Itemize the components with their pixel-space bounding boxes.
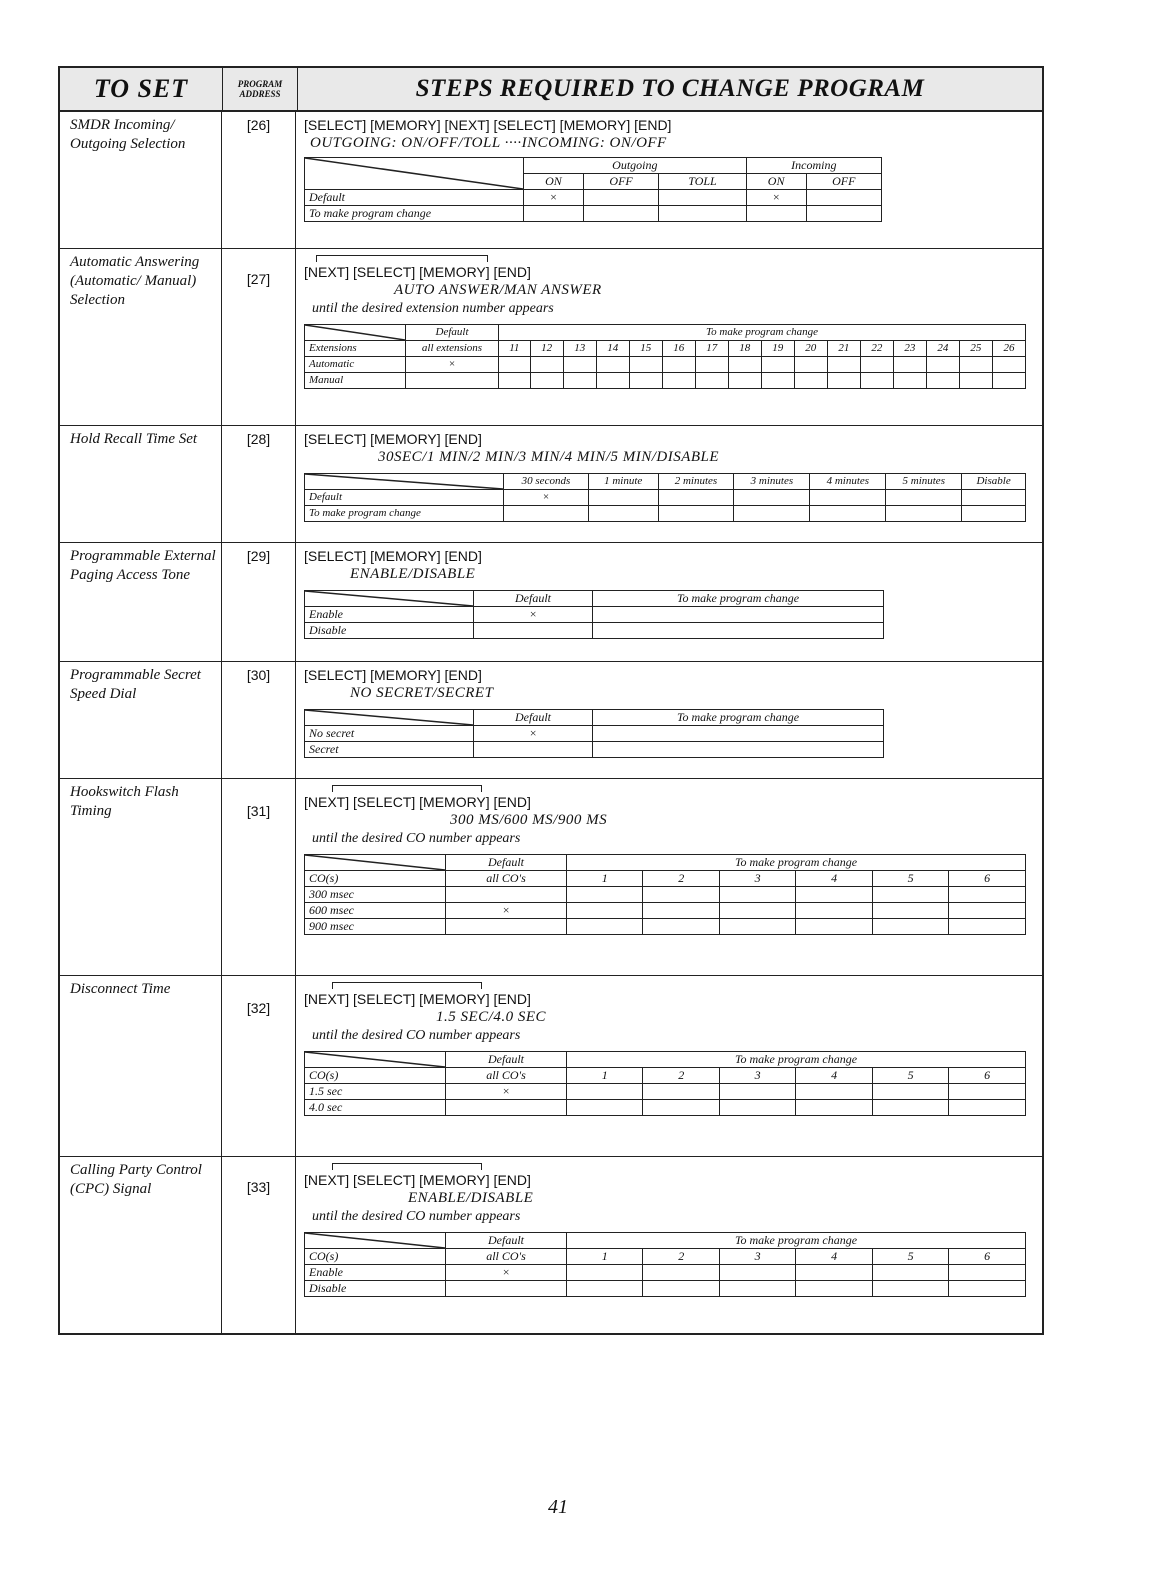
table-cell: [962, 506, 1026, 522]
col-header: 2 minutes: [658, 474, 734, 490]
steps-header: STEPS REQUIRED TO CHANGE PROGRAM: [415, 75, 925, 102]
number-cell: 20: [794, 341, 827, 357]
program-row-29: [60, 543, 1042, 662]
table-row: [305, 919, 1026, 935]
program-row-28: [60, 426, 1042, 543]
program-address: [31]: [222, 779, 296, 975]
table-cell: [886, 490, 962, 506]
number-cell: 3: [719, 1068, 795, 1084]
to-set-label: SMDR Incoming/ Outgoing Selection: [60, 112, 222, 248]
col-header: 3 minutes: [734, 474, 810, 490]
settings-table: [304, 590, 884, 639]
table-cell: [810, 490, 886, 506]
table-row: [305, 506, 1026, 522]
number-cell: 1: [567, 1068, 643, 1084]
loop-arrow: [306, 1161, 1042, 1171]
table-cell: ×: [524, 190, 584, 206]
table-cell: [746, 206, 806, 222]
row-label: Enable: [305, 1265, 446, 1281]
table-cell: [962, 490, 1026, 506]
default-cell: ×: [446, 1084, 567, 1100]
steps-cell: [296, 426, 1042, 542]
change-header: To make program change: [499, 325, 1026, 341]
table-cell: [810, 506, 886, 522]
number-cell: 11: [499, 341, 531, 357]
default-value: all CO's: [446, 1068, 567, 1084]
number-cell: 3: [719, 871, 795, 887]
to-set-label: Programmable External Paging Access Tone: [60, 543, 222, 661]
table-cell: [659, 206, 746, 222]
table-cell: [588, 490, 658, 506]
default-cell: [446, 1100, 567, 1116]
table-row: [305, 1265, 1026, 1281]
default-header: Default: [446, 855, 567, 871]
program-row-30: [60, 662, 1042, 779]
diagonal-corner: [305, 158, 524, 190]
to-set-label: Disconnect Time: [60, 976, 222, 1156]
steps-cell: [296, 662, 1042, 778]
page-number: 41: [548, 1496, 568, 1518]
key-sequence: [SELECT] [MEMORY] [END]: [304, 667, 482, 683]
table-row: [305, 887, 1026, 903]
number-cell: 5: [872, 871, 948, 887]
number-cell: 5: [872, 1068, 948, 1084]
group-header-outgoing: Outgoing: [524, 158, 747, 174]
number-cell: 3: [719, 1249, 795, 1265]
default-cell: [446, 887, 567, 903]
program-table: [58, 66, 1044, 1335]
default-cell: [406, 373, 499, 389]
number-cell: 5: [872, 1249, 948, 1265]
number-cell: 25: [959, 341, 992, 357]
table-row: [305, 206, 882, 222]
table-cell: [524, 206, 584, 222]
default-header: Default: [406, 325, 499, 341]
col-header: TOLL: [659, 174, 746, 190]
first-label: CO(s): [305, 1249, 446, 1265]
table-row: [305, 190, 882, 206]
number-cell: 4: [796, 871, 872, 887]
option-list: AUTO ANSWER/MAN ANSWER: [394, 282, 602, 298]
table-cell: [658, 490, 734, 506]
default-value: all CO's: [446, 1249, 567, 1265]
row-label: Manual: [305, 373, 406, 389]
program-row-32: [60, 976, 1042, 1157]
option-list: OUTGOING: ON/OFF/TOLL ····INCOMING: ON/OFF: [310, 135, 667, 151]
table-cell: [504, 506, 589, 522]
number-cell: 4: [796, 1068, 872, 1084]
number-cell: 16: [662, 341, 695, 357]
number-cell: 1: [567, 1249, 643, 1265]
table-cell: [583, 190, 658, 206]
number-cell: 6: [949, 1068, 1026, 1084]
option-list: ENABLE/DISABLE: [350, 566, 476, 582]
number-cell: 4: [796, 1249, 872, 1265]
program-address: [30]: [222, 662, 296, 778]
settings-table: [304, 157, 882, 222]
settings-table: [304, 854, 1026, 935]
row-label: Enable: [305, 607, 474, 623]
to-set-label: Calling Party Control (CPC) Signal: [60, 1157, 222, 1333]
row-label: 1.5 sec: [305, 1084, 446, 1100]
col-header: 1 minute: [588, 474, 658, 490]
first-label: CO(s): [305, 871, 446, 887]
settings-table: [304, 473, 1026, 522]
table-cell: [659, 190, 746, 206]
number-cell: 2: [643, 1249, 719, 1265]
table-row: [305, 373, 1026, 389]
default-cell: [446, 1281, 567, 1297]
number-cell: 2: [643, 871, 719, 887]
key-sequence: [NEXT] [SELECT] [MEMORY] [END]: [304, 991, 531, 1007]
option-list: 30SEC/1 MIN/2 MIN/3 MIN/4 MIN/5 MIN/DISABLE: [378, 449, 720, 465]
until-note: until the desired CO number appears: [312, 831, 521, 846]
number-cell: 1: [567, 871, 643, 887]
loop-arrow: [306, 253, 1042, 263]
program-address: [29]: [222, 543, 296, 661]
to-set-header: TO SET: [60, 68, 223, 110]
number-cell: 12: [530, 341, 563, 357]
table-cell: [734, 506, 810, 522]
program-address-line1: PROGRAM: [237, 79, 283, 89]
key-sequence: [NEXT] [SELECT] [MEMORY] [END]: [304, 1172, 531, 1188]
default-cell: [446, 919, 567, 935]
row-label: 300 msec: [305, 887, 446, 903]
table-header: [60, 68, 1042, 112]
first-label: Extensions: [305, 341, 406, 357]
number-cell: 26: [992, 341, 1025, 357]
first-label: CO(s): [305, 1068, 446, 1084]
program-row-26: [60, 112, 1042, 249]
option-list: ENABLE/DISABLE: [408, 1190, 534, 1206]
default-cell: ×: [446, 903, 567, 919]
row-label: To make program change: [305, 506, 504, 522]
col-header: ON: [746, 174, 806, 190]
table-row: [305, 742, 884, 758]
table-cell: [593, 607, 884, 623]
change-header: To make program change: [567, 1052, 1026, 1068]
number-cell: 23: [893, 341, 926, 357]
default-cell: ×: [406, 357, 499, 373]
steps-cell: [296, 779, 1042, 975]
program-row-27: [60, 249, 1042, 426]
table-cell: [474, 623, 593, 639]
table-row: [305, 490, 1026, 506]
row-label: Default: [305, 190, 524, 206]
option-list: 1.5 SEC/4.0 SEC: [436, 1009, 547, 1025]
table-row: [305, 1084, 1026, 1100]
table-cell: [806, 206, 881, 222]
table-cell: [593, 623, 884, 639]
table-row: [305, 903, 1026, 919]
default-header: Default: [474, 591, 593, 607]
number-cell: 14: [596, 341, 629, 357]
table-cell: [806, 190, 881, 206]
number-cell: 2: [643, 1068, 719, 1084]
program-address: [32]: [222, 976, 296, 1156]
number-cell: 21: [827, 341, 860, 357]
table-row: [305, 607, 884, 623]
settings-table: [304, 1051, 1026, 1116]
number-cell: 6: [949, 871, 1026, 887]
row-label: No secret: [305, 726, 474, 742]
table-cell: ×: [504, 490, 589, 506]
program-address: [26]: [222, 112, 296, 248]
change-header: To make program change: [567, 855, 1026, 871]
table-cell: ×: [474, 607, 593, 623]
diagonal-corner: [305, 325, 406, 341]
default-value: all extensions: [406, 341, 499, 357]
program-address: [33]: [222, 1157, 296, 1333]
to-set-label: Hookswitch Flash Timing: [60, 779, 222, 975]
program-row-33: [60, 1157, 1042, 1333]
table-cell: [474, 742, 593, 758]
program-address: [28]: [222, 426, 296, 542]
option-list: NO SECRET/SECRET: [350, 685, 494, 701]
change-header: To make program change: [593, 710, 884, 726]
steps-cell: [296, 1157, 1042, 1333]
table-cell: [593, 726, 884, 742]
col-header: 30 seconds: [504, 474, 589, 490]
table-row: [305, 726, 884, 742]
table-cell: [734, 490, 810, 506]
diagonal-corner: [305, 1233, 446, 1249]
number-cell: 6: [949, 1249, 1026, 1265]
number-cell: 18: [728, 341, 761, 357]
diagonal-corner: [305, 591, 474, 607]
option-list: 300 MS/600 MS/900 MS: [450, 812, 608, 828]
table-cell: [588, 506, 658, 522]
default-value: all CO's: [446, 871, 567, 887]
default-header: Default: [474, 710, 593, 726]
diagonal-corner: [305, 710, 474, 726]
table-cell: [886, 506, 962, 522]
key-sequence: [SELECT] [MEMORY] [END]: [304, 431, 482, 447]
row-label: Automatic: [305, 357, 406, 373]
default-header: Default: [446, 1052, 567, 1068]
steps-cell: [296, 543, 1042, 661]
change-header: To make program change: [593, 591, 884, 607]
number-cell: 15: [629, 341, 662, 357]
col-header: OFF: [583, 174, 658, 190]
program-address-header: [223, 68, 298, 110]
settings-table: [304, 1232, 1026, 1297]
row-label: 4.0 sec: [305, 1100, 446, 1116]
diagonal-corner: [305, 1052, 446, 1068]
col-header: 4 minutes: [810, 474, 886, 490]
settings-table: [304, 324, 1026, 389]
number-cell: 17: [695, 341, 728, 357]
table-row: [305, 1100, 1026, 1116]
row-label: Secret: [305, 742, 474, 758]
table-cell: ×: [746, 190, 806, 206]
table-cell: [593, 742, 884, 758]
default-cell: ×: [446, 1265, 567, 1281]
col-header: OFF: [806, 174, 881, 190]
row-label: 900 msec: [305, 919, 446, 935]
row-label: Default: [305, 490, 504, 506]
to-set-label: Programmable Secret Speed Dial: [60, 662, 222, 778]
table-cell: [658, 506, 734, 522]
table-cell: [583, 206, 658, 222]
key-sequence: [NEXT] [SELECT] [MEMORY] [END]: [304, 794, 531, 810]
steps-cell: [296, 249, 1042, 425]
program-address: [27]: [222, 249, 296, 425]
default-header: Default: [446, 1233, 567, 1249]
loop-arrow: [306, 980, 1042, 990]
program-row-31: [60, 779, 1042, 976]
col-header: 5 minutes: [886, 474, 962, 490]
key-sequence: [SELECT] [MEMORY] [NEXT] [SELECT] [MEMORY] [END]: [304, 117, 672, 133]
steps-cell: [296, 112, 1042, 248]
loop-arrow: [306, 783, 1042, 793]
row-label: Disable: [305, 623, 474, 639]
table-cell: ×: [474, 726, 593, 742]
to-set-label: Automatic Answering (Automatic/ Manual) Selection: [60, 249, 222, 425]
col-header: Disable: [962, 474, 1026, 490]
number-cell: 22: [860, 341, 893, 357]
diagonal-corner: [305, 855, 446, 871]
table-row: [305, 357, 1026, 373]
key-sequence: [SELECT] [MEMORY] [END]: [304, 548, 482, 564]
until-note: until the desired extension number appears: [312, 301, 554, 316]
key-sequence: [NEXT] [SELECT] [MEMORY] [END]: [304, 264, 531, 280]
change-header: To make program change: [567, 1233, 1026, 1249]
number-cell: 13: [563, 341, 596, 357]
diagonal-corner: [305, 474, 504, 490]
table-row: [305, 1281, 1026, 1297]
settings-table: [304, 709, 884, 758]
group-header-incoming: Incoming: [746, 158, 881, 174]
until-note: until the desired CO number appears: [312, 1028, 521, 1043]
number-cell: 19: [761, 341, 794, 357]
row-label: To make program change: [305, 206, 524, 222]
row-label: Disable: [305, 1281, 446, 1297]
to-set-label: Hold Recall Time Set: [60, 426, 222, 542]
table-row: [305, 623, 884, 639]
number-cell: 24: [926, 341, 959, 357]
program-address-line2: ADDRESS: [239, 89, 281, 99]
row-label: 600 msec: [305, 903, 446, 919]
col-header: ON: [524, 174, 584, 190]
until-note: until the desired CO number appears: [312, 1209, 521, 1224]
steps-cell: [296, 976, 1042, 1156]
